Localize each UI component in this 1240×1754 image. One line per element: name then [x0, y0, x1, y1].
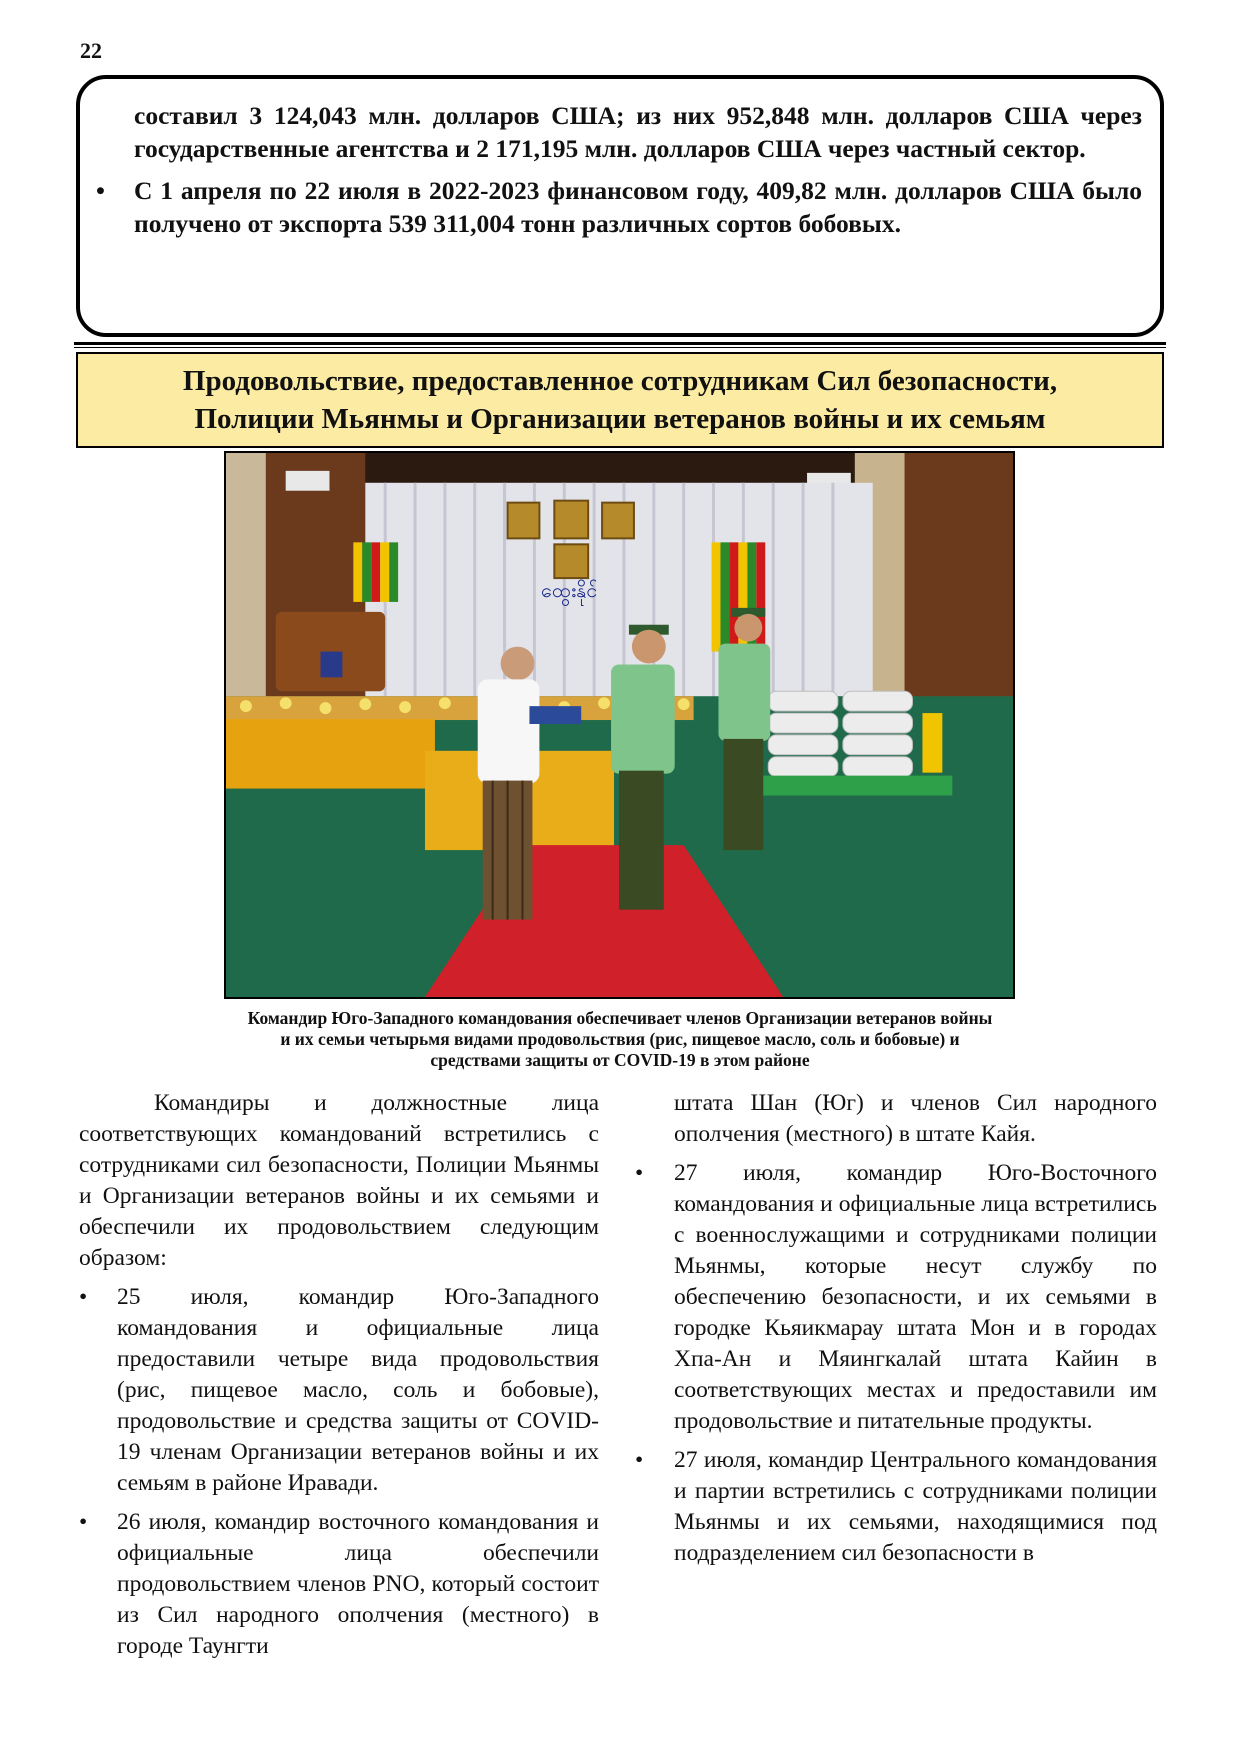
ceremony-photo-illustration — [226, 453, 1013, 997]
bullet-glyph: • — [635, 1447, 644, 1473]
list-item — [635, 1158, 1157, 1437]
list-item — [79, 1507, 599, 1662]
intro-paragraph: Командиры и должностные лица соответствующих командований встретились с сотрудниками сил безопасности, Полиции Мьянмы и Организации ветеранов войны и их семьями и обеспечили их продовольствием следующим образом: — [79, 1090, 599, 1271]
page-number: 22 — [80, 38, 102, 63]
heading-line-1: Продовольствие, предоставленное сотрудникам Сил безопасности, — [182, 365, 1058, 397]
section-heading — [76, 352, 1164, 448]
backdrop-lettering: ထွေးနိုင် — [541, 578, 598, 602]
bullet-glyph: • — [635, 1160, 644, 1186]
right-column — [635, 1088, 1157, 1569]
bullet-glyph: • — [96, 176, 105, 205]
summary-bullet-text: С 1 апреля по 22 июля в 2022-2023 финансовом году, 409,82 млн. долларов США было получено от экспорта 539 311,004 тонн различных сортов бобовых. — [134, 176, 1142, 238]
continuation-paragraph: штата Шан (Юг) и членов Сил народного ополчения (местного) в штате Кайя. — [674, 1090, 1157, 1147]
caption-line-1: Командир Юго-Западного командования обеспечивает членов Организации ветеранов войны — [247, 1008, 993, 1028]
heading-line-2: Полиции Мьянмы и Организации ветеранов войны и их семьям — [194, 403, 1046, 435]
bullet-glyph: • — [79, 1284, 88, 1310]
section-divider-thin — [74, 347, 1166, 348]
caption-line-3: средствами защиты от COVID-19 в этом районе — [430, 1050, 810, 1070]
summary-bullet — [96, 174, 1142, 240]
list-item — [635, 1445, 1157, 1569]
summary-paragraph: составил 3 124,043 млн. долларов США; из них 952,848 млн. долларов США через государственные агентства и 2 171,195 млн. долларов США через частный сектор. — [134, 101, 1142, 163]
photo-caption — [160, 1008, 1080, 1071]
list-item-text: 27 июля, командир Центрального командования и партии встретились с сотрудниками полиции Мьянмы и их семьями, находящимися под подразделением сил безопасности в — [674, 1447, 1157, 1566]
ceremony-photo — [224, 451, 1015, 999]
caption-line-2: и их семьи четырьмя видами продовольствия (рис, пищевое масло, соль и бобовые) и — [280, 1029, 960, 1049]
list-item — [79, 1282, 599, 1499]
summary-box — [76, 75, 1164, 337]
list-item-text: 26 июля, командир восточного командования и официальные лица обеспечили продовольствием членов PNO, который состоит из Сил народного ополчения (местного) в городе Таунгти — [117, 1509, 599, 1659]
section-divider — [74, 342, 1166, 345]
left-column — [79, 1088, 599, 1662]
list-item-text: 25 июля, командир Юго-Западного командования и официальные лица предоставили четыре вида продовольствия (рис, пищевое масло, соль и бобовые), продовольствие и средства защиты от COVID-19 членам Организации ветеранов войны и их семьям в районе Иравади. — [117, 1284, 599, 1496]
bullet-glyph: • — [79, 1509, 88, 1535]
list-item-text: 27 июля, командир Юго-Восточного командования и официальные лица встретились с военнослужащими и сотрудниками полиции Мьянмы, которые несут службу по обеспечению безопасности, и их семьями в городке Кьяикмарау штата Мон и в городах Хпа-Ан и Мяингкалай штата Кайин в соответствующих местах и предоставили им продовольствие и питательные продукты. — [674, 1160, 1157, 1434]
